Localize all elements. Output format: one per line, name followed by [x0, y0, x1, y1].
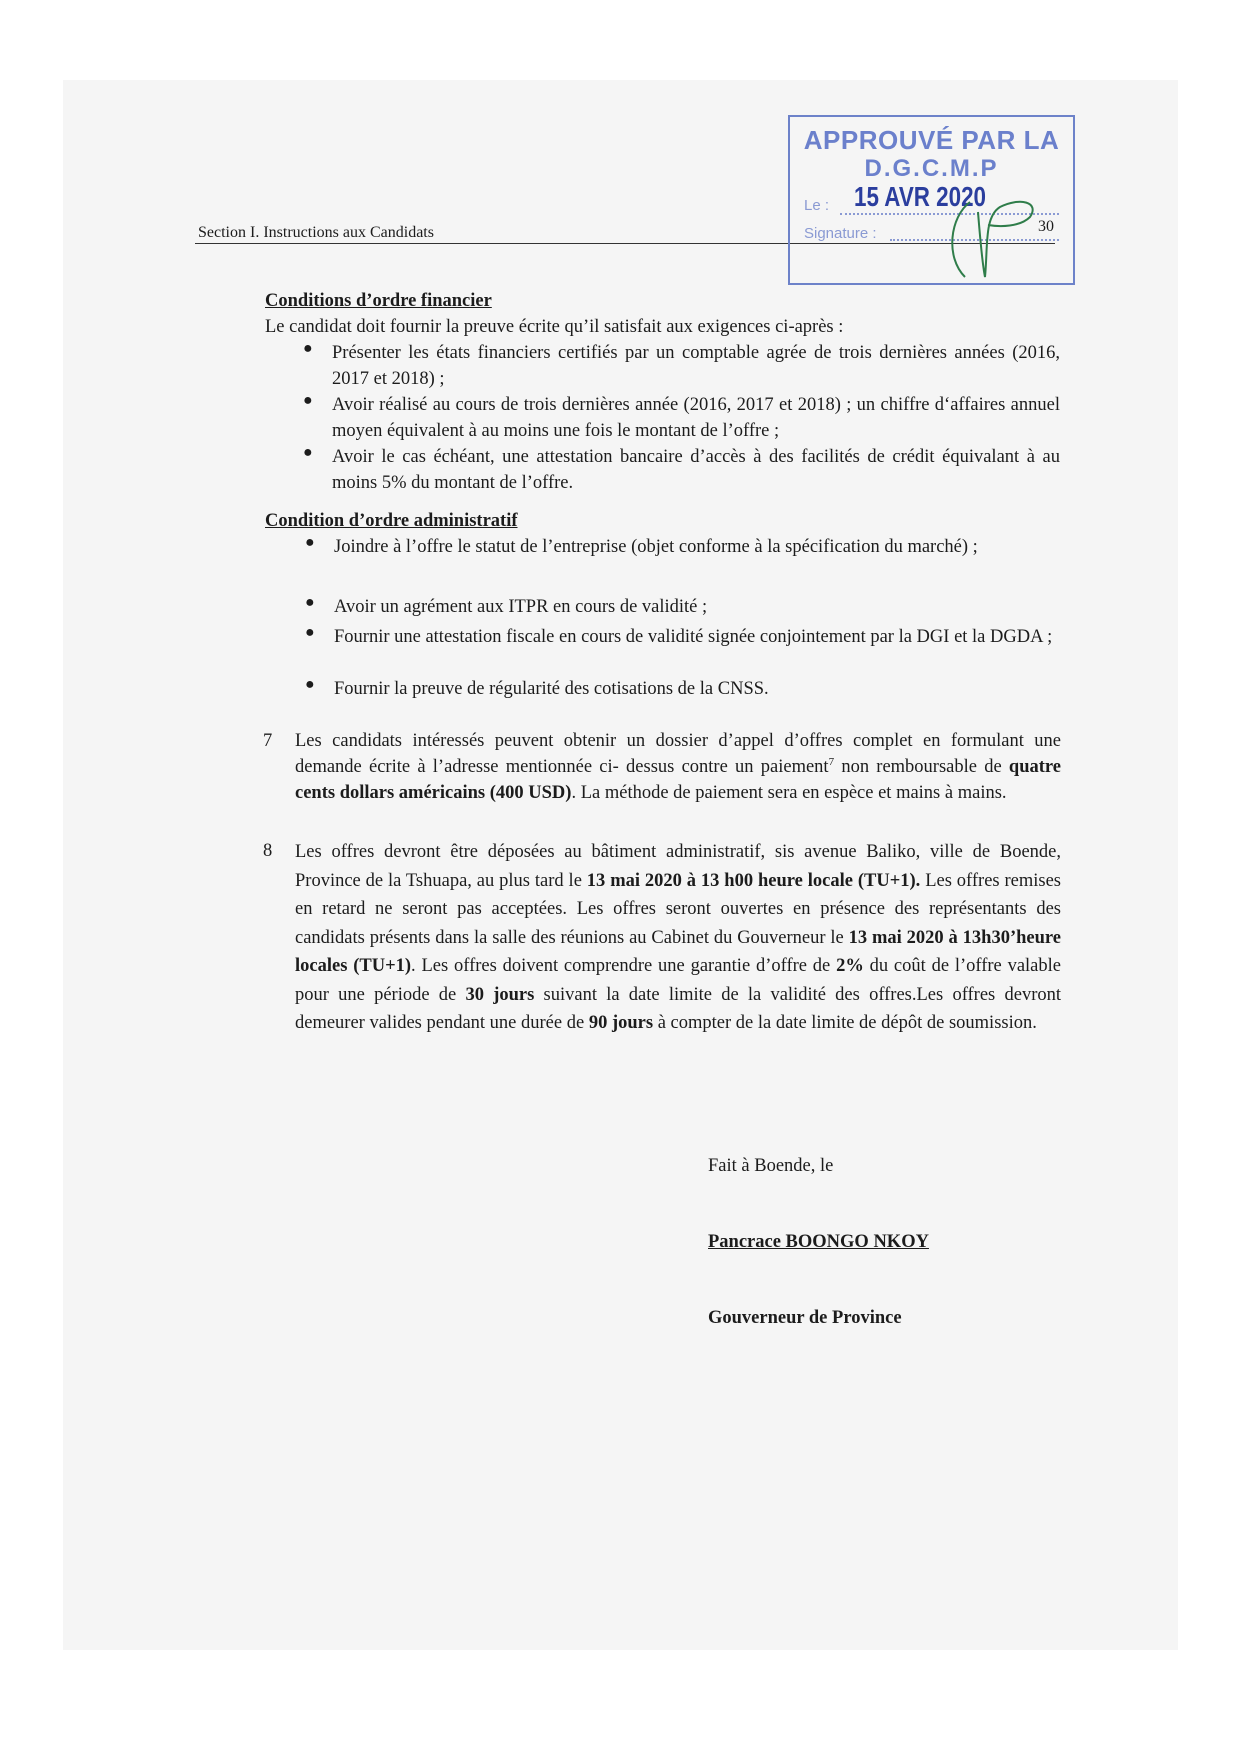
clause-text: non remboursable de [834, 757, 1009, 777]
clause-text: . Les offres doivent comprendre une garantie d’offre de [411, 956, 837, 976]
financial-item: Avoir réalisé au cours de trois dernières année (2016, 2017 et 2018) ; un chiffre d‘affaires annuel moyen équivalent à au moins une fois le montant de l’offre ; [332, 395, 1060, 441]
signatory-title: Gouverneur de Province [708, 1308, 902, 1328]
clause-text: à compter de la date limite de dépôt de soumission. [653, 1013, 1037, 1033]
clause-emphasis: 90 jours [588, 1013, 654, 1033]
signatory-name: Pancrace BOONGO NKOY [708, 1232, 929, 1252]
clause-emphasis: 13 mai 2020 à 13 h00 heure locale (TU+1). [586, 870, 921, 891]
clause-text: Les offres devront être déposées au bâtiment administratif, sis avenue Baliko, ville de Boende, Province de la Tshuapa, au plus tard le [295, 842, 1061, 891]
bullet-icon: ● [305, 534, 315, 551]
stamp-line2: D.G.C.M.P [864, 155, 999, 182]
footnote-ref[interactable]: 7 [828, 755, 835, 768]
stamp-signature-label: Signature : [804, 225, 877, 242]
clause-text: du coût de l’offre valable pour une période de [295, 956, 1061, 1005]
financial-item: Présenter les états financiers certifiés par un comptable agrée de trois dernières années (2016, 2017 et 2018) ; [332, 343, 1060, 389]
clause-7 [295, 728, 1061, 806]
clause-8 [295, 838, 1061, 1038]
administrative-item: Joindre à l’offre le statut de l’entreprise (objet conforme à la spécification du marché) ; [334, 537, 978, 557]
administrative-item: Avoir un agrément aux ITPR en cours de validité ; [334, 597, 708, 617]
clause-emphasis: quatre cents dollars américains (400 USD) [295, 757, 1061, 803]
approval-stamp [788, 115, 1075, 285]
stamp-date: 15 AVR 2020 [854, 181, 986, 212]
bullet-icon: ● [303, 392, 313, 409]
bullet-icon: ● [303, 444, 313, 461]
bullet-icon: ● [305, 676, 315, 693]
clause-number: 8 [263, 841, 273, 861]
administrative-heading: Condition d’ordre administratif [265, 511, 518, 531]
handwritten-signature [940, 187, 1050, 287]
stamp-line1: APPROUVÉ PAR LA [803, 125, 1060, 155]
stamp-date-label: Le : [804, 197, 830, 214]
clause-text: . La méthode de paiement sera en espèce et mains à mains. [571, 783, 1007, 803]
clause-text: suivant la date limite de la validité des offres.Les offres devront demeurer valides pendant une durée de [295, 984, 1061, 1033]
bullet-icon: ● [305, 624, 315, 641]
financial-heading: Conditions d’ordre financier [265, 291, 492, 311]
page-number: 30 [1038, 218, 1054, 235]
administrative-item: Fournir une attestation fiscale en cours de validité signée conjointement par la DGI et la DGDA ; [334, 627, 1053, 647]
clause-emphasis: 13 mai 2020 à 13h30’heure locales (TU+1) [295, 927, 1061, 976]
clause-emphasis: 30 jours [465, 984, 535, 1005]
bullet-icon: ● [303, 340, 313, 357]
clause-text: Les offres remises en retard ne seront pas acceptées. Les offres seront ouvertes en présence des représentants des candidats présents dans la salle des réunions au Cabinet du Gouverneur le [295, 870, 1062, 948]
section-header: Section I. Instructions aux Candidats [198, 224, 434, 241]
closing-place: Fait à Boende, le [708, 1156, 834, 1176]
financial-intro: Le candidat doit fournir la preuve écrite qu’il satisfait aux exigences ci-après : [265, 317, 844, 337]
financial-item: Avoir le cas échéant, une attestation bancaire d’accès à des facilités de crédit équivalant à au moins 5% du montant de l’offre. [332, 447, 1060, 493]
clause-emphasis: 2% [836, 956, 864, 976]
administrative-item: Fournir la preuve de régularité des cotisations de la CNSS. [334, 679, 769, 699]
bullet-icon: ● [305, 594, 315, 611]
clause-text: Les candidats intéressés peuvent obtenir un dossier d’appel d’offres complet en formulant une demande écrite à l’adresse mentionnée ci- dessus contre un paiement [295, 731, 1061, 777]
clause-number: 7 [263, 731, 273, 751]
